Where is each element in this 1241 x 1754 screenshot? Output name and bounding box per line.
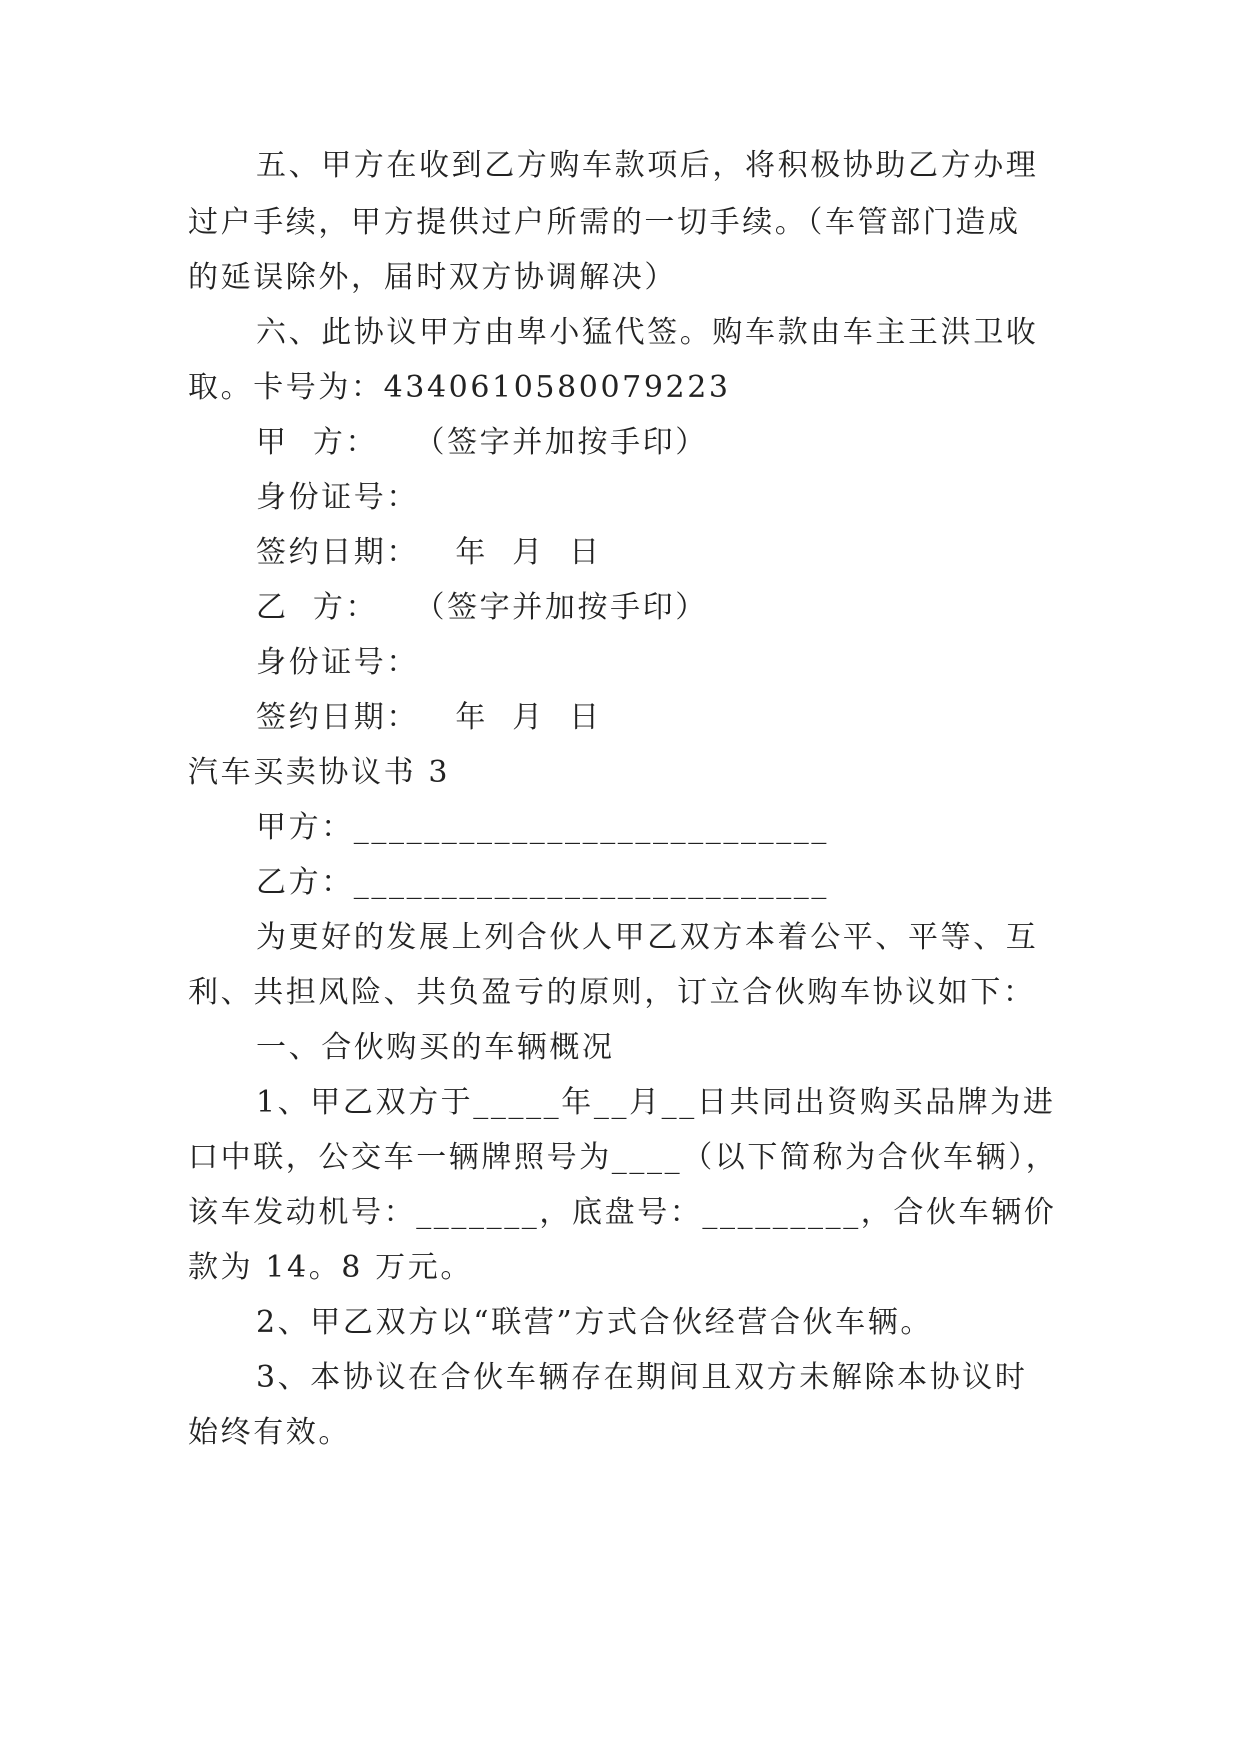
party-a-signature: 甲 方： （签字并加按手印）: [256, 425, 708, 460]
party-b-id-number: 身份证号：: [256, 645, 419, 680]
party-b-signature: 乙 方： （签字并加按手印）: [256, 590, 708, 625]
item-3-line-2: 始终有效。: [188, 1415, 351, 1450]
paragraph-6-line-1: 六、此协议甲方由卑小猛代签。购车款由车主王洪卫收: [256, 315, 1039, 350]
party-a-blank: 甲方：___________________________: [256, 810, 829, 845]
section-title: 汽车买卖协议书 3: [188, 755, 451, 790]
item-1-line-3: 该车发动机号：_______，底盘号：_________，合伙车辆价: [188, 1195, 1057, 1230]
item-3-line-1: 3、本协议在合伙车辆存在期间且双方未解除本协议时: [256, 1360, 1028, 1395]
party-a-id-number: 身份证号：: [256, 480, 419, 515]
preamble-line-1: 为更好的发展上列合伙人甲乙双方本着公平、平等、互: [256, 920, 1039, 955]
item-2: 2、甲乙双方以“联营”方式合伙经营合伙车辆。: [256, 1305, 933, 1340]
item-1-line-2: 口中联，公交车一辆牌照号为____（以下简称为合伙车辆），: [188, 1140, 1059, 1175]
party-b-sign-date: 签约日期： 年 月 日: [256, 700, 602, 735]
paragraph-5-line-3: 的延误除外，届时双方协调解决）: [188, 260, 677, 295]
item-1-line-4: 款为 14。8 万元。: [188, 1250, 473, 1285]
paragraph-5-line-1: 五、甲方在收到乙方购车款项后，将积极协助乙方办理: [256, 148, 1039, 183]
preamble-line-2: 利、共担风险、共负盈亏的原则，订立合伙购车协议如下：: [188, 975, 1036, 1010]
clause-1-heading: 一、合伙购买的车辆概况: [256, 1030, 615, 1065]
party-b-blank: 乙方：___________________________: [256, 865, 829, 900]
paragraph-5-line-2: 过户手续，甲方提供过户所需的一切手续。（车管部门造成: [188, 205, 1021, 240]
party-a-sign-date: 签约日期： 年 月 日: [256, 535, 602, 570]
paragraph-6-line-2: 取。卡号为：4340610580079223: [188, 370, 731, 405]
item-1-line-1: 1、甲乙双方于_____年__月__日共同出资购买品牌为进: [256, 1085, 1056, 1120]
